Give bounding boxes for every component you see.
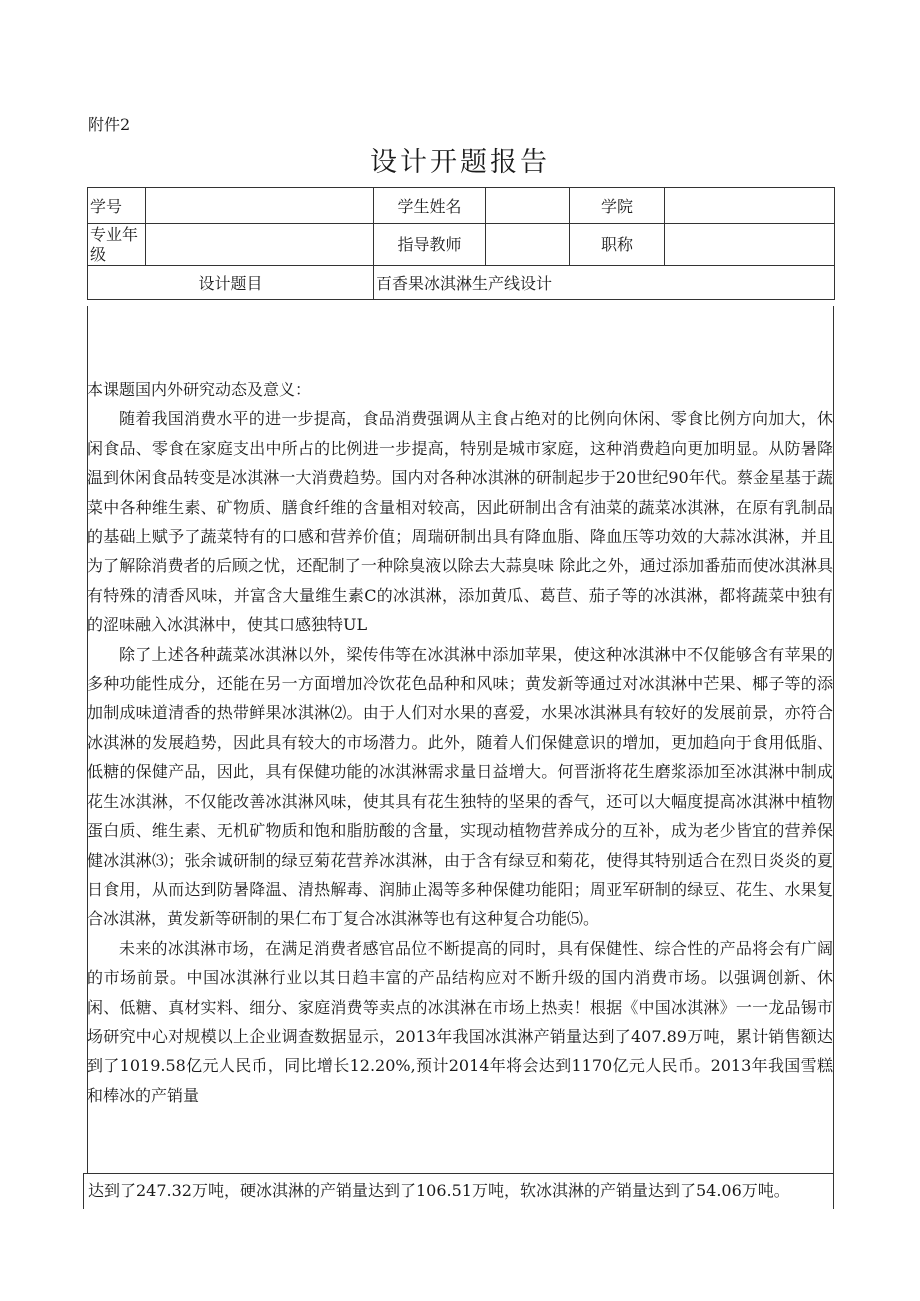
advisor-field[interactable] [486, 224, 570, 266]
student-id-label: 学号 [88, 188, 146, 224]
form-row-2 [88, 224, 835, 266]
student-name-label: 学生姓名 [374, 188, 486, 224]
topic-value[interactable]: 百香果冰淇淋生产线设计 [374, 266, 835, 300]
info-form-table [87, 187, 835, 300]
major-grade-field[interactable] [146, 224, 374, 266]
page-title: 设计开题报告 [370, 147, 550, 178]
advisor-label: 指导教师 [374, 224, 486, 266]
section-title: 本课题国内外研究动态及意义： [87, 380, 312, 399]
student-name-field[interactable] [486, 188, 570, 224]
paragraph-3: 未来的冰淇淋市场，在满足消费者感官品位不断提高的同时，具有保健性、综合性的产品将会有广阔的市场前景。中国冰淇淋行业以其日趋丰富的产品结构应对不断升级的国内消费市场。以强调创新、休闲、低糖、真材实料、细分、家庭消费等卖点的冰淇淋在市场上热卖！根据《中国冰淇淋》一一龙品锡市场研究中心对规模以上企业调查数据显示，2013年我国冰淇淋产销量达到了407.89万吨，累计销售额达到了1019.58亿元人民币，同比增长12.20%,预计2014年将会达到1170亿元人民币。2013年我国雪糕和棒冰的产销量 [87, 938, 833, 1105]
title-rank-field[interactable] [665, 224, 835, 266]
continuation-text: 达到了247.32万吨，硬冰淇淋的产销量达到了106.51万吨，软冰淇淋的产销量达到了54.06万吨。 [83, 1173, 834, 1209]
research-content [87, 375, 833, 1110]
title-rank-label: 职称 [570, 224, 665, 266]
paragraph-1: 随着我国消费水平的进一步提高，食品消费强调从主食占绝对的比例向休闲、零食比例方向加大，休闲食品、零食在家庭支出中所占的比例进一步提高，特别是城市家庭，这种消费趋向更加明显。从防暑降温到休闲食品转变是冰淇淋一大消费趋势。国内对各种冰淇淋的研制起步于20世纪90年代。蔡金星基于蔬菜中各种维生素、矿物质、膳食纤维的含量相对较高，因此研制出含有油菜的蔬菜冰淇淋，在原有乳制品的基础上赋予了蔬菜特有的口感和营养价值；周瑞研制出具有降血脂、降血压等功效的大蒜冰淇淋，并且为了解除消费者的后顾之忧，还配制了一种除臭液以除去大蒜臭味 除此之外，通过添加番茄而使冰淇淋具有特殊的清香风味，并富含大量维生素C的冰淇淋，添加黄瓜、葛苣、茄子等的冰淇淋，都将蔬菜中独有的涩味融入冰淇淋中，使其口感独特UL [87, 409, 833, 635]
paragraph-2: 除了上述各种蔬菜冰淇淋以外，梁传伟等在冰淇淋中添加苹果，使这种冰淇淋中不仅能够含有苹果的多种功能性成分，还能在另一方面增加冷饮花色品种和风味；黄发新等通过对冰淇淋中芒果、椰子等的添加制成味道清香的热带鲜果冰淇淋⑵。由于人们对水果的喜爱，水果冰淇淋具有较好的发展前景，亦符合冰淇淋的发展趋势，因此具有较大的市场潜力。此外，随着人们保健意识的增加，更加趋向于食用低脂、低糖的保健产品，因此，具有保健功能的冰淇淋需求量日益增大。何晋浙将花生磨浆添加至冰淇淋中制成花生冰淇淋，不仅能改善冰淇淋风味，使其具有花生独特的坚果的香气，还可以大幅度提高冰淇淋中植物蛋白质、维生素、无机矿物质和饱和脂肪酸的含量，实现动植物营养成分的互补，成为老少皆宜的营养保健冰淇淋⑶；张余诚研制的绿豆菊花营养冰淇淋，由于含有绿豆和菊花，使得其特别适合在烈日炎炎的夏日食用，从而达到防暑降温、清热解毒、润肺止渴等多种保健功能阳；周亚军研制的绿豆、花生、水果复合冰淇淋，黄发新等研制的果仁布丁复合冰淇淋等也有这种复合功能⑸。 [87, 644, 833, 929]
college-label: 学院 [570, 188, 665, 224]
form-row-3 [88, 266, 835, 300]
student-id-field[interactable] [146, 188, 374, 224]
form-row-1 [88, 188, 835, 224]
attachment-label: 附件2 [88, 115, 131, 134]
major-grade-label: 专业年级 [88, 224, 146, 266]
topic-label: 设计题目 [88, 266, 374, 300]
college-field[interactable] [665, 188, 835, 224]
